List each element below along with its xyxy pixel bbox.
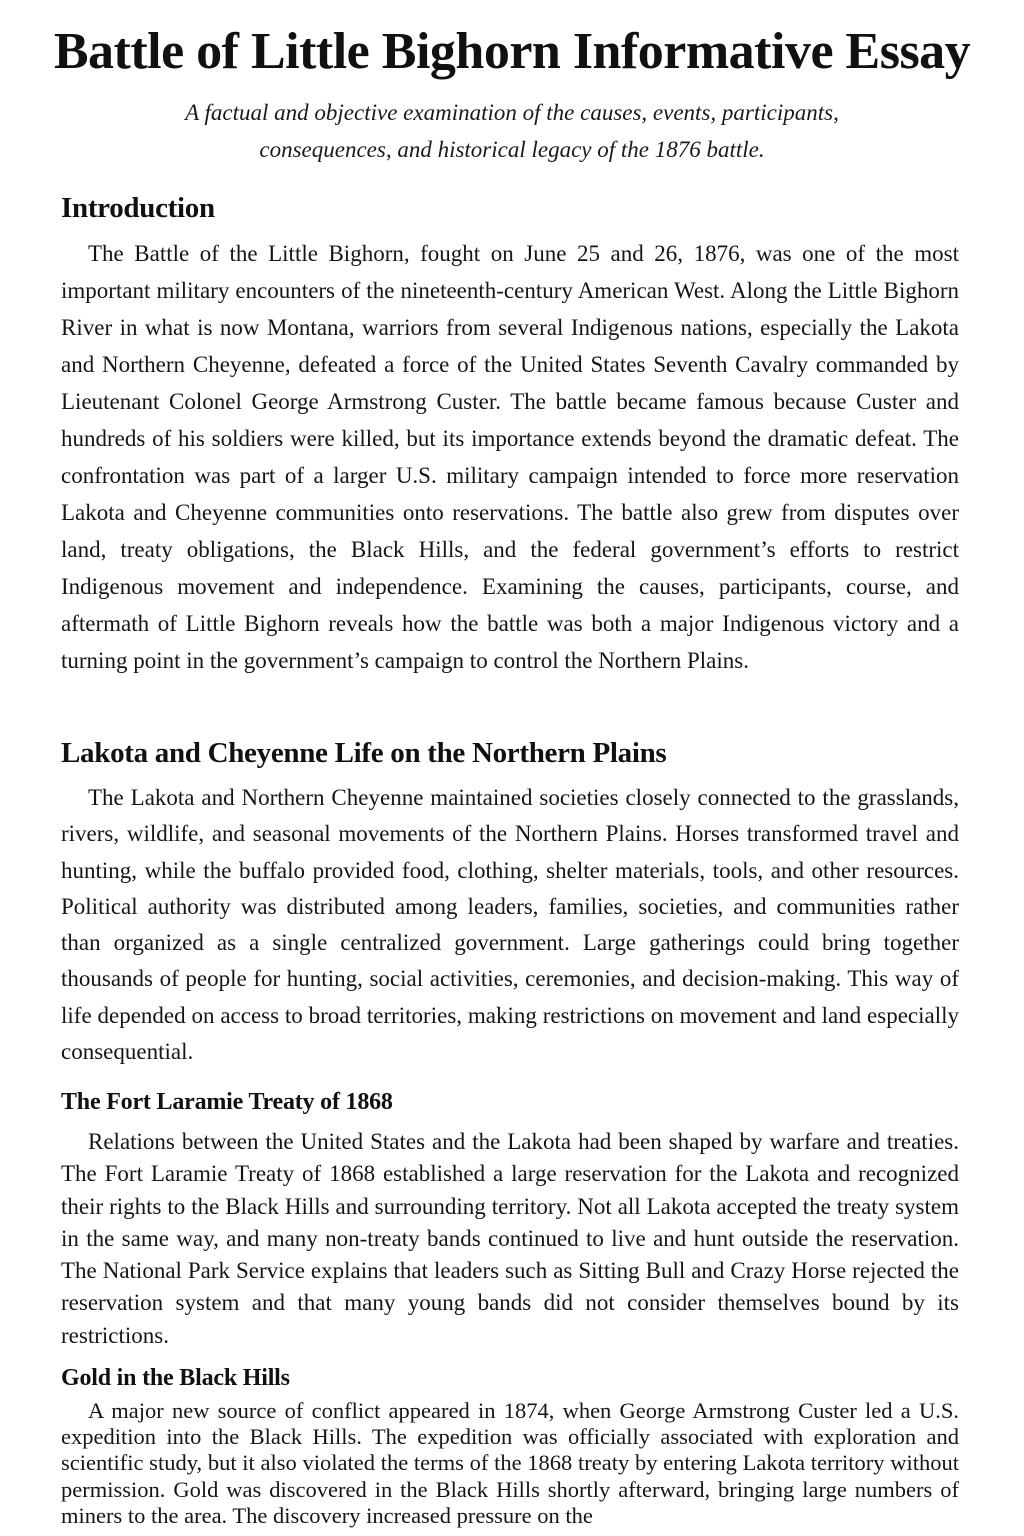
section-paragraph-gold-black-hills: A major new source of conflict appeared in 1874, when George Armstrong Custer led a U.S. expedition into the Black Hills. The expedition was officially associated with exploration and scientific study, but it also violated the terms of the 1868 treaty by entering Lakota territory without permission. Gold was discovered in the Black Hills shortly afterward, bringing large numbers of miners to the area. The discovery increased pressure on the [61,1398,959,1528]
section-paragraph-introduction: The Battle of the Little Bighorn, fought on June 25 and 26, 1876, was one of the most important military encounters of the nineteenth-century American West. Along the Little Bighorn River in what is now Montana, warriors from several Indigenous nations, especially the Lakota and Northern Cheyenne, defeated a force of the United States Seventh Cavalry commanded by Lieutenant Colonel George Armstrong Custer. The battle became famous because Custer and hundreds of his soldiers were killed, but its importance extends beyond the dramatic defeat. The confrontation was part of a larger U.S. military campaign intended to force more reservation Lakota and Cheyenne communities onto reservations. The battle also grew from disputes over land, treaty obligations, the Black Hills, and the federal government’s efforts to restrict Indigenous movement and independence. Examining the causes, participants, course, and aftermath of Little Bighorn reveals how the battle was both a major Indigenous victory and a turning point in the government’s campaign to control the Northern Plains. [61,241,959,673]
section-paragraph-lakota-cheyenne-life: The Lakota and Northern Cheyenne maintained societies closely connected to the grasslands, rivers, wildlife, and seasonal movements of the Northern Plains. Horses transformed travel and hunting, while the buffalo provided food, clothing, shelter materials, tools, and other resources. Political authority was distributed among leaders, families, societies, and communities rather than organized as a single centralized government. Large gatherings could bring together thousands of people for hunting, social activities, ceremonies, and decision-making. This way of life depended on access to broad territories, making restrictions on movement and land especially consequential. [61,785,959,1065]
page-title: Battle of Little Bighorn Informative Essay [53,23,971,80]
section-heading-introduction: Introduction [61,192,215,224]
section-paragraph-fort-laramie-treaty: Relations between the United States and the Lakota had been shaped by warfare and treaties. The Fort Laramie Treaty of 1868 established a large reservation for the Lakota and recognized their rights to the Black Hills and surrounding territory. Not all Lakota accepted the treaty system in the same way, and many non-treaty bands continued to live and hunt outside the reservation. The National Park Service explains that leaders such as Sitting Bull and Crazy Horse rejected the reservation system and that many young bands did not consider themselves bound by its restrictions. [61,1129,959,1348]
section-heading-lakota-cheyenne-life: Lakota and Cheyenne Life on the Northern Plains [61,737,667,769]
section-heading-gold-black-hills: Gold in the Black Hills [61,1365,290,1391]
section-heading-fort-laramie-treaty: The Fort Laramie Treaty of 1868 [61,1089,393,1115]
page-subtitle: A factual and objective examination of the causes, events, participants, consequences, and historical legacy of the 1876 battle. [185,100,839,162]
